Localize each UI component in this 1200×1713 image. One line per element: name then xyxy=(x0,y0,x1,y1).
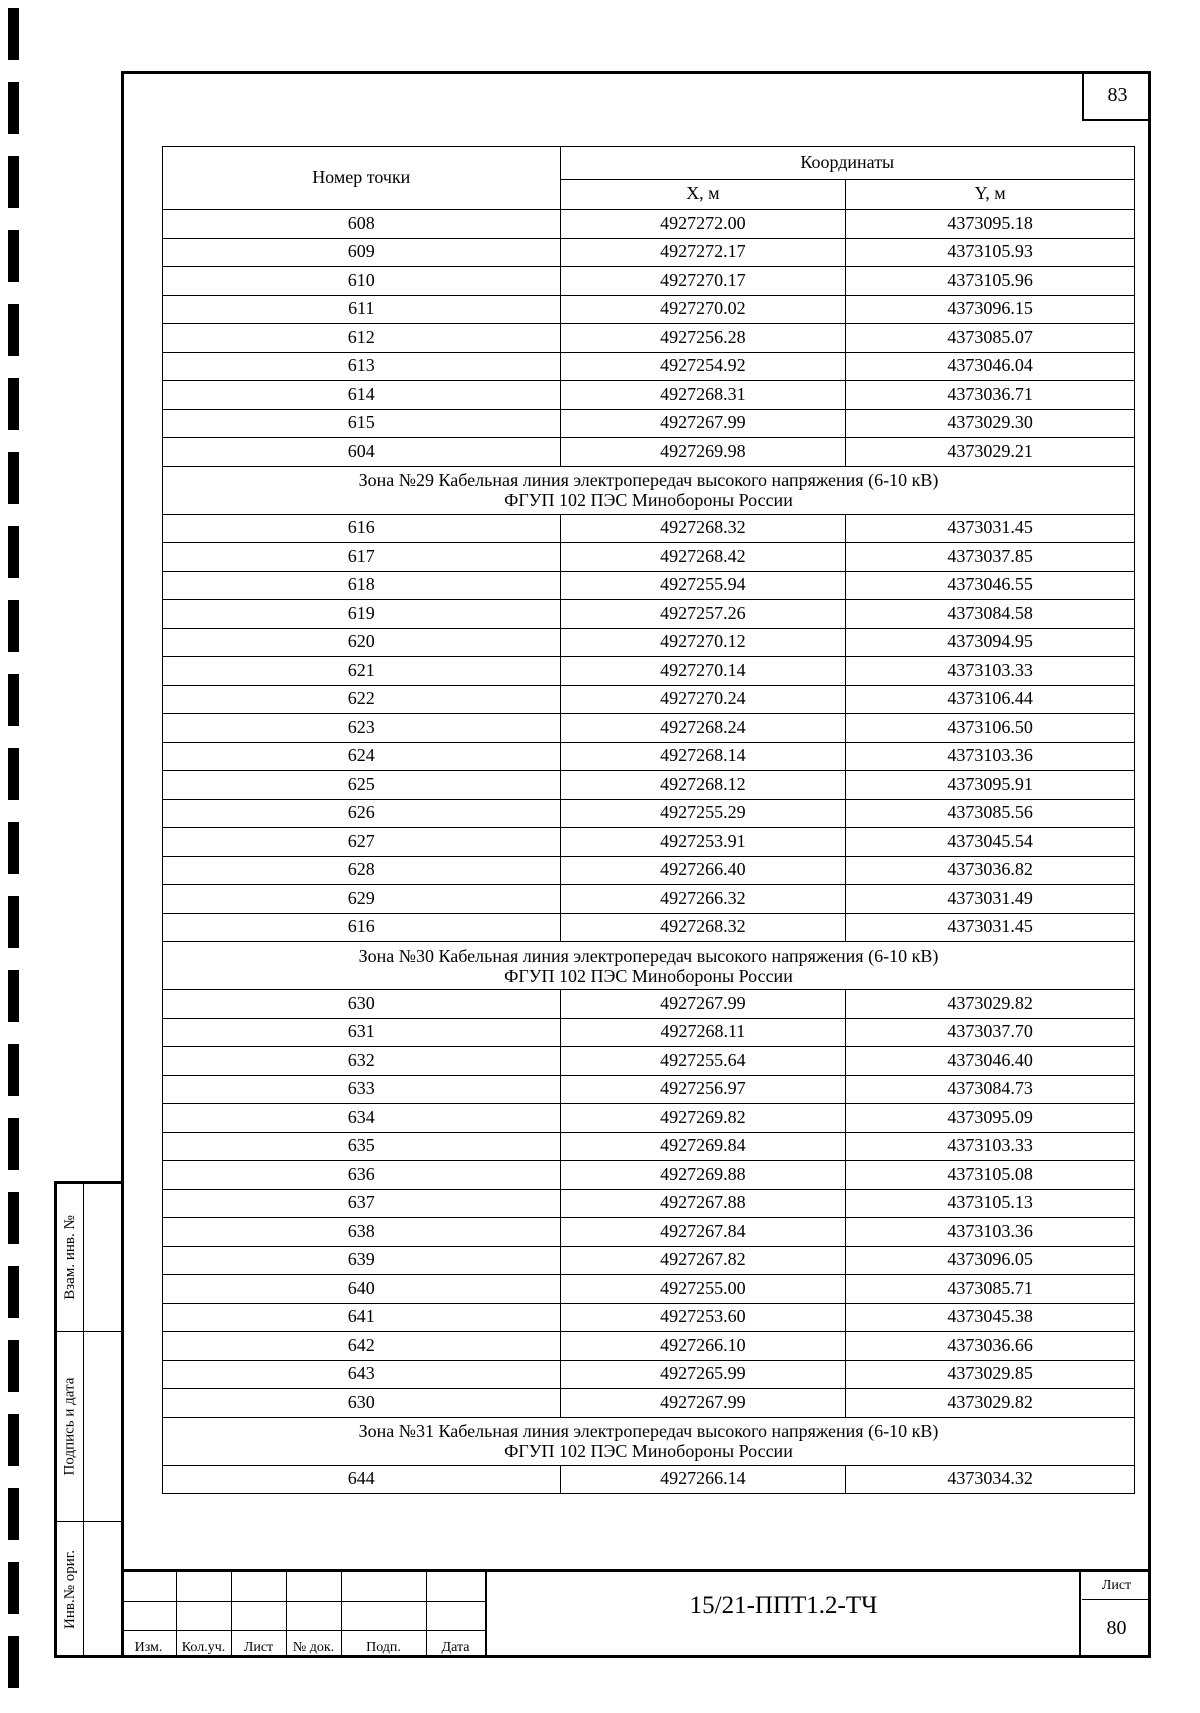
point-number-cell: 608 xyxy=(163,210,561,239)
x-coordinate-cell: 4927270.24 xyxy=(560,685,846,714)
point-number-cell: 641 xyxy=(163,1303,561,1332)
binding-mark xyxy=(8,1044,19,1096)
table-row xyxy=(163,799,1135,828)
x-coordinate-cell: 4927267.88 xyxy=(560,1189,846,1218)
x-coordinate-cell: 4927267.99 xyxy=(560,409,846,438)
x-coordinate-cell: 4927256.97 xyxy=(560,1075,846,1104)
point-number-cell: 637 xyxy=(163,1189,561,1218)
table-row xyxy=(163,990,1135,1019)
y-coordinate-cell: 4373036.71 xyxy=(846,381,1135,410)
point-number-cell: 615 xyxy=(163,409,561,438)
y-coordinate-cell: 4373034.32 xyxy=(846,1465,1135,1494)
x-coordinate-cell: 4927255.64 xyxy=(560,1047,846,1076)
x-coordinate-cell: 4927268.32 xyxy=(560,514,846,543)
x-coordinate-cell: 4927269.82 xyxy=(560,1104,846,1133)
point-number-cell: 609 xyxy=(163,238,561,267)
header-point-number: Номер точки xyxy=(163,147,561,210)
binding-mark xyxy=(8,452,19,504)
header-y: Y, м xyxy=(846,179,1135,209)
y-coordinate-cell: 4373106.50 xyxy=(846,714,1135,743)
point-number-cell: 625 xyxy=(163,771,561,800)
side-label-signature-date: Подпись и дата xyxy=(61,1377,78,1475)
x-coordinate-cell: 4927268.14 xyxy=(560,742,846,771)
table-row xyxy=(163,628,1135,657)
table-row xyxy=(163,409,1135,438)
binding-mark xyxy=(8,156,19,208)
y-coordinate-cell: 4373037.85 xyxy=(846,543,1135,572)
zone-title-line: Зона №31 Кабельная линия электропередач высокого напряжения (6-10 кВ) xyxy=(358,1421,939,1441)
point-number-cell: 632 xyxy=(163,1047,561,1076)
table-row xyxy=(163,856,1135,885)
table-row xyxy=(163,1303,1135,1332)
y-coordinate-cell: 4373096.05 xyxy=(846,1246,1135,1275)
header-coordinates: Координаты xyxy=(560,147,1134,180)
x-coordinate-cell: 4927267.84 xyxy=(560,1218,846,1247)
table-row xyxy=(163,267,1135,296)
y-coordinate-cell: 4373031.45 xyxy=(846,514,1135,543)
table-row xyxy=(163,1246,1135,1275)
point-number-cell: 631 xyxy=(163,1018,561,1047)
point-number-cell: 629 xyxy=(163,885,561,914)
point-number-cell: 636 xyxy=(163,1161,561,1190)
x-coordinate-cell: 4927270.14 xyxy=(560,657,846,686)
x-coordinate-cell: 4927253.91 xyxy=(560,828,846,857)
binding-mark xyxy=(8,304,19,356)
table-row xyxy=(163,1275,1135,1304)
table-row xyxy=(163,210,1135,239)
x-coordinate-cell: 4927269.88 xyxy=(560,1161,846,1190)
point-number-cell: 617 xyxy=(163,543,561,572)
binding-mark xyxy=(8,230,19,282)
x-coordinate-cell: 4927266.40 xyxy=(560,856,846,885)
binding-mark xyxy=(8,674,19,726)
zone-title-line: Зона №29 Кабельная линия электропередач высокого напряжения (6-10 кВ) xyxy=(358,470,939,490)
stamp-label-signature: Подп. xyxy=(366,1640,401,1655)
table-row xyxy=(163,543,1135,572)
table-row xyxy=(163,324,1135,353)
binding-mark xyxy=(8,82,19,134)
binding-mark xyxy=(8,896,19,948)
zone-owner-line: ФГУП 102 ПЭС Минобороны России xyxy=(504,1441,793,1461)
y-coordinate-cell: 4373031.45 xyxy=(846,913,1135,942)
table-row xyxy=(163,1132,1135,1161)
y-coordinate-cell: 4373105.08 xyxy=(846,1161,1135,1190)
approval-side-panel xyxy=(54,1181,121,1658)
y-coordinate-cell: 4373095.18 xyxy=(846,210,1135,239)
point-number-cell: 628 xyxy=(163,856,561,885)
point-number-cell: 612 xyxy=(163,324,561,353)
zone-header-row xyxy=(163,1417,1135,1465)
table-row xyxy=(163,771,1135,800)
x-coordinate-cell: 4927266.32 xyxy=(560,885,846,914)
table-row xyxy=(163,438,1135,467)
y-coordinate-cell: 4373095.09 xyxy=(846,1104,1135,1133)
y-coordinate-cell: 4373029.82 xyxy=(846,990,1135,1019)
x-coordinate-cell: 4927267.99 xyxy=(560,1389,846,1418)
binding-mark xyxy=(8,1118,19,1170)
binding-mark xyxy=(8,1192,19,1244)
y-coordinate-cell: 4373096.15 xyxy=(846,295,1135,324)
point-number-cell: 627 xyxy=(163,828,561,857)
y-coordinate-cell: 4373045.54 xyxy=(846,828,1135,857)
point-number-cell: 644 xyxy=(163,1465,561,1494)
y-coordinate-cell: 4373095.91 xyxy=(846,771,1135,800)
y-coordinate-cell: 4373105.13 xyxy=(846,1189,1135,1218)
x-coordinate-cell: 4927269.84 xyxy=(560,1132,846,1161)
table-row xyxy=(163,885,1135,914)
binding-mark xyxy=(8,1488,19,1540)
y-coordinate-cell: 4373036.66 xyxy=(846,1332,1135,1361)
binding-mark xyxy=(8,970,19,1022)
y-coordinate-cell: 4373046.04 xyxy=(846,352,1135,381)
y-coordinate-cell: 4373045.38 xyxy=(846,1303,1135,1332)
table-row xyxy=(163,1161,1135,1190)
point-number-cell: 616 xyxy=(163,514,561,543)
stamp-label-date: Дата xyxy=(441,1640,470,1655)
x-coordinate-cell: 4927269.98 xyxy=(560,438,846,467)
table-row xyxy=(163,352,1135,381)
table-row xyxy=(163,1189,1135,1218)
table-row xyxy=(163,1218,1135,1247)
y-coordinate-cell: 4373046.55 xyxy=(846,571,1135,600)
binding-mark xyxy=(8,526,19,578)
y-coordinate-cell: 4373103.33 xyxy=(846,1132,1135,1161)
y-coordinate-cell: 4373085.07 xyxy=(846,324,1135,353)
point-number-cell: 634 xyxy=(163,1104,561,1133)
x-coordinate-cell: 4927267.82 xyxy=(560,1246,846,1275)
binding-mark xyxy=(8,1636,19,1688)
x-coordinate-cell: 4927266.10 xyxy=(560,1332,846,1361)
y-coordinate-cell: 4373106.44 xyxy=(846,685,1135,714)
point-number-cell: 630 xyxy=(163,1389,561,1418)
point-number-cell: 642 xyxy=(163,1332,561,1361)
table-row xyxy=(163,1360,1135,1389)
point-number-cell: 635 xyxy=(163,1132,561,1161)
stamp-label-list: Лист xyxy=(243,1640,274,1655)
x-coordinate-cell: 4927255.00 xyxy=(560,1275,846,1304)
y-coordinate-cell: 4373105.93 xyxy=(846,238,1135,267)
binding-mark xyxy=(8,1414,19,1466)
table-row xyxy=(163,742,1135,771)
x-coordinate-cell: 4927270.02 xyxy=(560,295,846,324)
zone-header-row xyxy=(163,466,1135,514)
x-coordinate-cell: 4927266.14 xyxy=(560,1465,846,1494)
table-row xyxy=(163,1075,1135,1104)
table-row xyxy=(163,828,1135,857)
table-row xyxy=(163,1104,1135,1133)
table-row xyxy=(163,600,1135,629)
point-number-cell: 624 xyxy=(163,742,561,771)
binding-mark xyxy=(8,378,19,430)
table-row xyxy=(163,571,1135,600)
table-row xyxy=(163,295,1135,324)
table-row xyxy=(163,381,1135,410)
x-coordinate-cell: 4927270.12 xyxy=(560,628,846,657)
table-row xyxy=(163,685,1135,714)
point-number-cell: 604 xyxy=(163,438,561,467)
sheet-number: 80 xyxy=(1106,1617,1127,1639)
binding-mark xyxy=(8,1266,19,1318)
y-coordinate-cell: 4373031.49 xyxy=(846,885,1135,914)
stamp-label-kol-uch: Кол.уч. xyxy=(181,1640,226,1655)
y-coordinate-cell: 4373084.73 xyxy=(846,1075,1135,1104)
x-coordinate-cell: 4927268.11 xyxy=(560,1018,846,1047)
side-label-inv-orig: Инв.№ ориг. xyxy=(61,1550,78,1629)
x-coordinate-cell: 4927270.17 xyxy=(560,267,846,296)
binding-mark xyxy=(8,822,19,874)
x-coordinate-cell: 4927268.31 xyxy=(560,381,846,410)
y-coordinate-cell: 4373103.33 xyxy=(846,657,1135,686)
point-number-cell: 633 xyxy=(163,1075,561,1104)
binding-mark xyxy=(8,1340,19,1392)
y-coordinate-cell: 4373037.70 xyxy=(846,1018,1135,1047)
x-coordinate-cell: 4927267.99 xyxy=(560,990,846,1019)
x-coordinate-cell: 4927256.28 xyxy=(560,324,846,353)
x-coordinate-cell: 4927268.24 xyxy=(560,714,846,743)
header-x: X, м xyxy=(560,179,846,209)
point-number-cell: 616 xyxy=(163,913,561,942)
point-number-cell: 638 xyxy=(163,1218,561,1247)
table-row xyxy=(163,913,1135,942)
table-row xyxy=(163,514,1135,543)
table-row xyxy=(163,1389,1135,1418)
y-coordinate-cell: 4373029.30 xyxy=(846,409,1135,438)
y-coordinate-cell: 4373046.40 xyxy=(846,1047,1135,1076)
zone-title xyxy=(163,466,1135,514)
point-number-cell: 611 xyxy=(163,295,561,324)
zone-header-row xyxy=(163,942,1135,990)
y-coordinate-cell: 4373084.58 xyxy=(846,600,1135,629)
table-row xyxy=(163,1332,1135,1361)
table-row xyxy=(163,1047,1135,1076)
y-coordinate-cell: 4373094.95 xyxy=(846,628,1135,657)
page-number: 83 xyxy=(1082,71,1151,121)
point-number-cell: 643 xyxy=(163,1360,561,1389)
binding-mark xyxy=(8,8,19,60)
x-coordinate-cell: 4927272.17 xyxy=(560,238,846,267)
y-coordinate-cell: 4373036.82 xyxy=(846,856,1135,885)
x-coordinate-cell: 4927255.29 xyxy=(560,799,846,828)
table-body xyxy=(163,210,1135,1494)
document-code: 15/21-ППТ1.2-ТЧ xyxy=(689,1592,878,1619)
coordinates-table xyxy=(162,146,1135,1494)
x-coordinate-cell: 4927253.60 xyxy=(560,1303,846,1332)
point-number-cell: 621 xyxy=(163,657,561,686)
sheet-label: Лист xyxy=(1082,1572,1151,1600)
point-number-cell: 614 xyxy=(163,381,561,410)
zone-title-line: Зона №30 Кабельная линия электропередач высокого напряжения (6-10 кВ) xyxy=(358,945,939,966)
x-coordinate-cell: 4927257.26 xyxy=(560,600,846,629)
point-number-cell: 613 xyxy=(163,352,561,381)
x-coordinate-cell: 4927272.00 xyxy=(560,210,846,239)
table-row xyxy=(163,657,1135,686)
y-coordinate-cell: 4373029.21 xyxy=(846,438,1135,467)
stamp-label-doc-no: № док. xyxy=(292,1640,335,1655)
y-coordinate-cell: 4373085.56 xyxy=(846,799,1135,828)
table-row xyxy=(163,1018,1135,1047)
y-coordinate-cell: 4373085.71 xyxy=(846,1275,1135,1304)
x-coordinate-cell: 4927268.42 xyxy=(560,543,846,572)
point-number-cell: 640 xyxy=(163,1275,561,1304)
point-number-cell: 639 xyxy=(163,1246,561,1275)
binding-mark xyxy=(8,1562,19,1614)
y-coordinate-cell: 4373105.96 xyxy=(846,267,1135,296)
binding-mark xyxy=(8,748,19,800)
table-row xyxy=(163,1465,1135,1494)
x-coordinate-cell: 4927265.99 xyxy=(560,1360,846,1389)
point-number-cell: 618 xyxy=(163,571,561,600)
zone-title xyxy=(163,942,1135,990)
zone-owner-line: ФГУП 102 ПЭС Минобороны России xyxy=(504,965,793,986)
y-coordinate-cell: 4373103.36 xyxy=(846,1218,1135,1247)
point-number-cell: 630 xyxy=(163,990,561,1019)
y-coordinate-cell: 4373029.82 xyxy=(846,1389,1135,1418)
side-label-replaced-inv: Взам. инв. № xyxy=(61,1215,78,1300)
x-coordinate-cell: 4927268.12 xyxy=(560,771,846,800)
point-number-cell: 619 xyxy=(163,600,561,629)
x-coordinate-cell: 4927254.92 xyxy=(560,352,846,381)
zone-title xyxy=(163,1417,1135,1465)
point-number-cell: 622 xyxy=(163,685,561,714)
title-block xyxy=(121,1569,1151,1658)
point-number-cell: 610 xyxy=(163,267,561,296)
point-number-cell: 623 xyxy=(163,714,561,743)
point-number-cell: 626 xyxy=(163,799,561,828)
binding-mark xyxy=(8,600,19,652)
stamp-label-izm: Изм. xyxy=(134,1640,163,1655)
y-coordinate-cell: 4373103.36 xyxy=(846,742,1135,771)
table-row xyxy=(163,238,1135,267)
x-coordinate-cell: 4927255.94 xyxy=(560,571,846,600)
point-number-cell: 620 xyxy=(163,628,561,657)
zone-owner-line: ФГУП 102 ПЭС Минобороны России xyxy=(504,490,793,510)
y-coordinate-cell: 4373029.85 xyxy=(846,1360,1135,1389)
x-coordinate-cell: 4927268.32 xyxy=(560,913,846,942)
table-row xyxy=(163,714,1135,743)
